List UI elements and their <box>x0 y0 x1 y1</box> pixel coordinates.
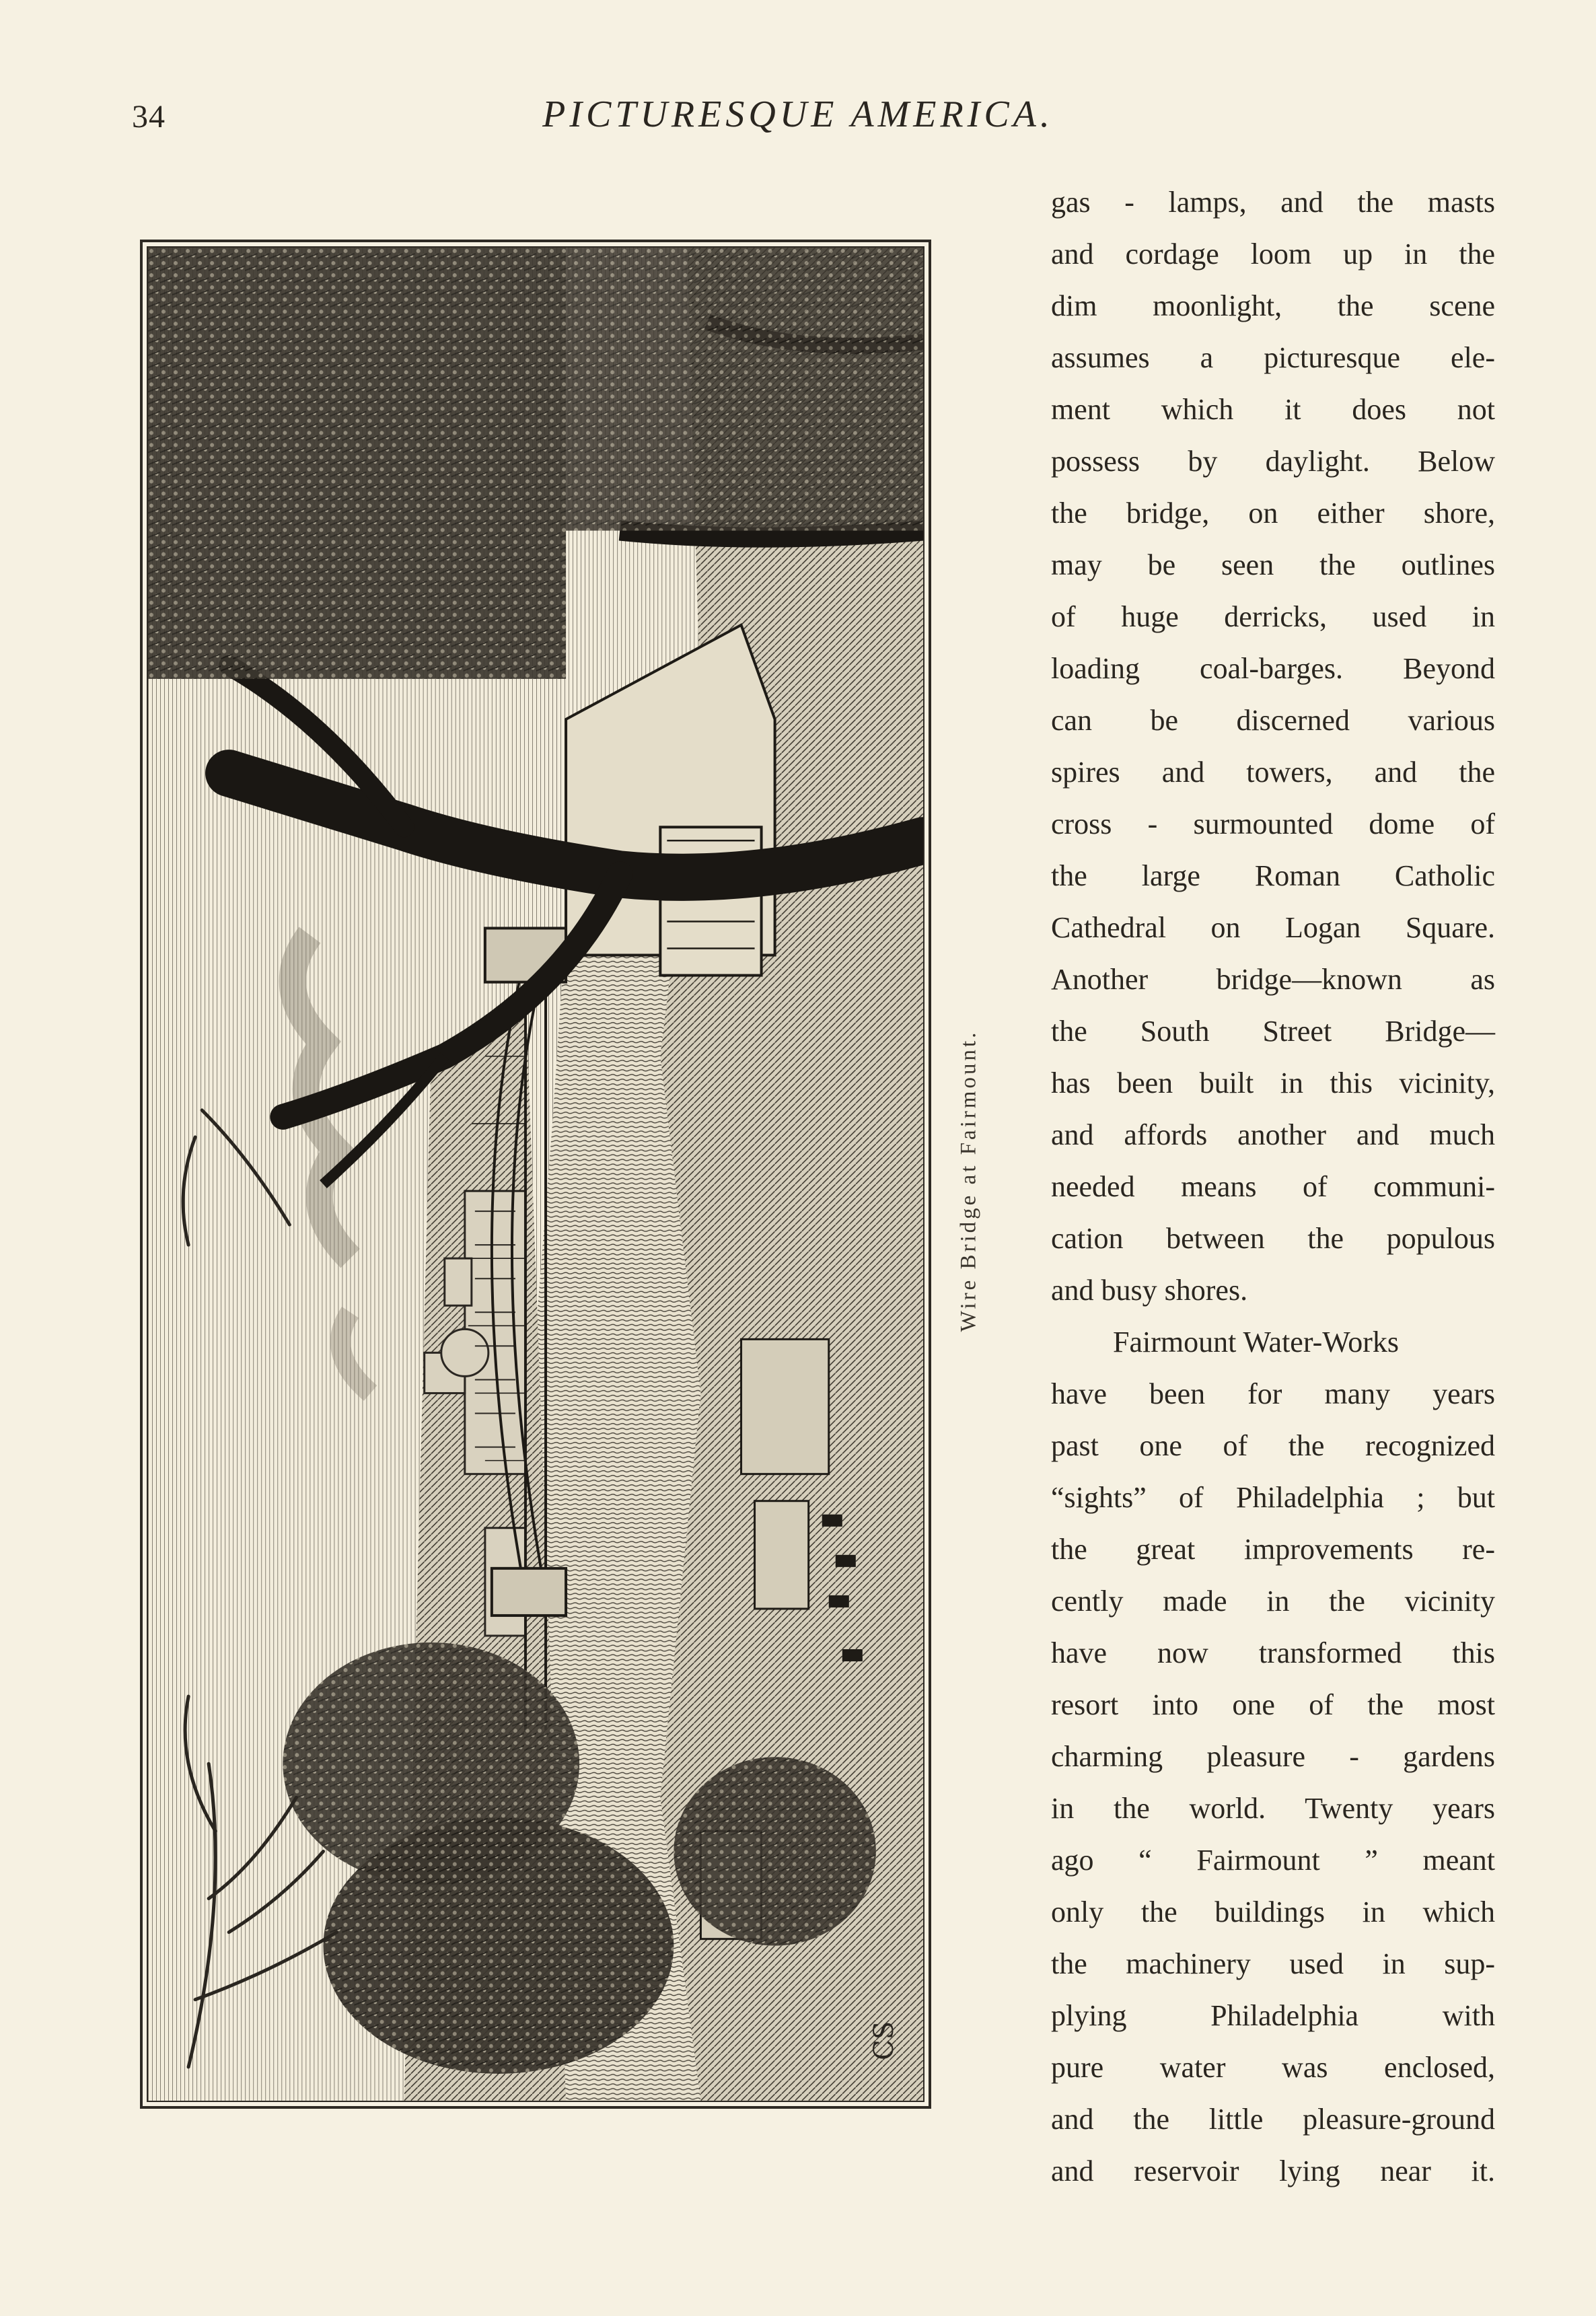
text-line: have now transformed this <box>1051 1636 1495 1669</box>
text-line: gas - lamps, and the masts <box>1051 186 1495 219</box>
illustration-caption: Wire Bridge at Fairmount. <box>956 1029 981 1332</box>
text-line: dim moonlight, the scene <box>1051 289 1495 322</box>
text-line: of huge derricks, used in <box>1051 600 1495 633</box>
text-line: the large Roman Catholic <box>1051 859 1495 892</box>
engraving-illustration <box>148 248 923 2101</box>
text-line: charming pleasure - gardens <box>1051 1740 1495 1773</box>
text-line: loading coal-barges. Beyond <box>1051 652 1495 685</box>
text-line: and busy shores. <box>1051 1274 1248 1307</box>
text-line: Another bridge—known as <box>1051 963 1495 996</box>
text-line: cation between the populous <box>1051 1222 1495 1255</box>
text-line: cross - surmounted dome of <box>1051 807 1495 840</box>
text-line: spires and towers, and the <box>1051 756 1495 789</box>
text-line: and reservoir lying near it. <box>1051 2155 1495 2187</box>
text-line: has been built in this vicinity, <box>1051 1066 1495 1099</box>
text-line: pure water was enclosed, <box>1051 2051 1495 2084</box>
running-title: PICTURESQUE AMERICA. <box>542 94 1054 135</box>
text-line: the bridge, on either shore, <box>1051 497 1495 530</box>
engraving-plate <box>140 240 931 2109</box>
body-text <box>1051 176 1495 2197</box>
text-line: needed means of communi- <box>1051 1170 1495 1203</box>
text-line: have been for many years <box>1051 1377 1495 1410</box>
text-line: only the buildings in which <box>1051 1895 1495 1928</box>
text-line: the South Street Bridge— <box>1051 1015 1495 1048</box>
text-line: cently made in the vicinity <box>1051 1585 1495 1618</box>
text-line: assumes a picturesque ele- <box>1051 341 1495 374</box>
text-line: the machinery used in sup- <box>1051 1947 1495 1980</box>
text-line: “sights” of Philadelphia ; but <box>1051 1481 1495 1514</box>
text-line: the great improvements re- <box>1051 1533 1495 1566</box>
text-line: possess by daylight. Below <box>1051 445 1495 478</box>
text-line: and cordage loom up in the <box>1051 238 1495 270</box>
text-line: and the little pleasure-ground <box>1051 2103 1495 2136</box>
text-line: in the world. Twenty years <box>1051 1792 1495 1825</box>
text-line: may be seen the outlines <box>1051 548 1495 581</box>
text-line: Fairmount Water-Works <box>1113 1326 1400 1359</box>
text-line: ago “ Fairmount ” meant <box>1051 1844 1495 1877</box>
text-line: past one of the recognized <box>1051 1429 1495 1462</box>
svg-text:CS: CS <box>868 2021 900 2060</box>
text-line: plying Philadelphia with <box>1051 1999 1495 2032</box>
text-line: ment which it does not <box>1051 393 1495 426</box>
text-line: Cathedral on Logan Square. <box>1051 911 1495 944</box>
text-line: can be discerned various <box>1051 704 1495 737</box>
text-line: resort into one of the most <box>1051 1688 1495 1721</box>
page-number: 34 <box>132 99 166 135</box>
engraving-image <box>147 246 924 2102</box>
text-line: and affords another and much <box>1051 1118 1495 1151</box>
